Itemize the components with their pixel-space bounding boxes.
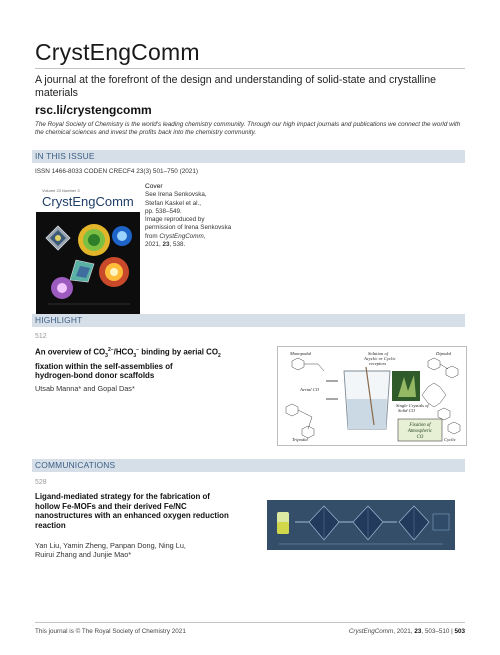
cover-journal-name: CrystEngComm [42,194,134,209]
cover-line-6: from CrystEngComm, [145,232,206,240]
cover-caption [145,183,255,249]
label-tripodal: Tripodal [292,437,308,442]
footer-citation: CrystEngComm, 2021, 23, 503–510 | 503 [348,628,465,635]
header-rule [35,68,465,69]
communications-graphical-abstract [267,500,455,550]
highlight-article-title[interactable]: An overview of $CO_3^{2-}/HCO_3^-$ binding by aerial $CO_2$ fixation within the self-assemblies of hydrogen-bond donor scaffolds [35,347,221,381]
label-crystals-1: Single Crystals of [396,403,429,408]
octahedra [309,506,429,540]
svg-text:Volume 23 Number 3: Volume 23 Number 3 [42,188,80,193]
highlight-page-number[interactable]: 512 [35,333,47,340]
in-this-issue-bar [32,150,465,163]
cover-citation: 2021, 23, 538. [145,241,186,249]
cover-line-1: See Irena Senkovska, [145,191,207,199]
label-solution-3: receptors [369,361,387,366]
highlight-heading: HIGHLIGHT [35,315,83,325]
label-aerial-co2: Aerial CO [300,387,320,392]
communications-page-number[interactable]: 528 [35,479,47,486]
rsc-blurb: The Royal Society of Chemistry is the world's leading chemistry community. Through our high impact journals and publications we connect the world with the chemical sciences and invest the profits back into the chemistry community. [35,121,461,137]
footer-copyright: This journal is © The Royal Society of Chemistry 2021 [35,628,186,635]
label-monopodal: Monopodal [290,351,312,356]
cover-image [36,180,140,322]
label-cyclic: Cyclic [444,437,456,442]
communications-article-title[interactable]: Ligand-mediated strategy for the fabrication of hollow Fe-MOFs and their derived Fe/NC nanostructures with an enhanced oxygen reduction reaction [35,492,229,530]
svg-text:Atmospheric: Atmospheric [407,429,433,434]
cover-heading: Cover [145,183,163,190]
communications-authors: Yan Liu, Yamin Zheng, Panpan Dong, Ning Lu, Ruirui Zhang and Junjie Mao* [35,541,186,560]
in-this-issue-heading: IN THIS ISSUE [35,151,95,161]
svg-text:CO: CO [416,435,424,440]
highlight-bar [32,314,465,327]
communications-bar [32,459,465,472]
journal-url[interactable]: rsc.li/crystengcomm [35,103,152,117]
cover-line-3[interactable]: pp. 538–549. [145,207,182,215]
footer-page-number: 503 [454,628,465,635]
journal-title: CrystEngComm [35,39,200,65]
highlight-authors: Utsab Manna* and Gopal Das* [35,384,135,393]
communications-heading: COMMUNICATIONS [35,460,116,470]
vial [277,512,289,534]
svg-text:Fixation of: Fixation of [409,423,431,428]
cover-line-5: permission of Irena Senkovska [145,224,232,232]
cover-line-4: Image reproduced by [145,216,205,224]
label-solution-1: Solution of [368,351,389,356]
highlight-graphical-abstract [277,346,467,446]
label-dipodal: Dipodal [436,351,452,356]
cover-line-2: Stefan Kaskel et al., [145,199,202,207]
fixation-box [398,419,442,441]
journal-tagline: A journal at the forefront of the design and understanding of solid-state and crystalline materials [35,74,437,99]
label-crystals-2: Solid CO [398,408,415,413]
footer-rule [35,622,465,623]
issue-meta: ISSN 1466-8033 CODEN CRECF4 23(3) 501–750 (2021) [35,168,199,175]
label-solution-2: Acyclic or Cyclic [364,356,396,361]
beaker [344,367,390,429]
